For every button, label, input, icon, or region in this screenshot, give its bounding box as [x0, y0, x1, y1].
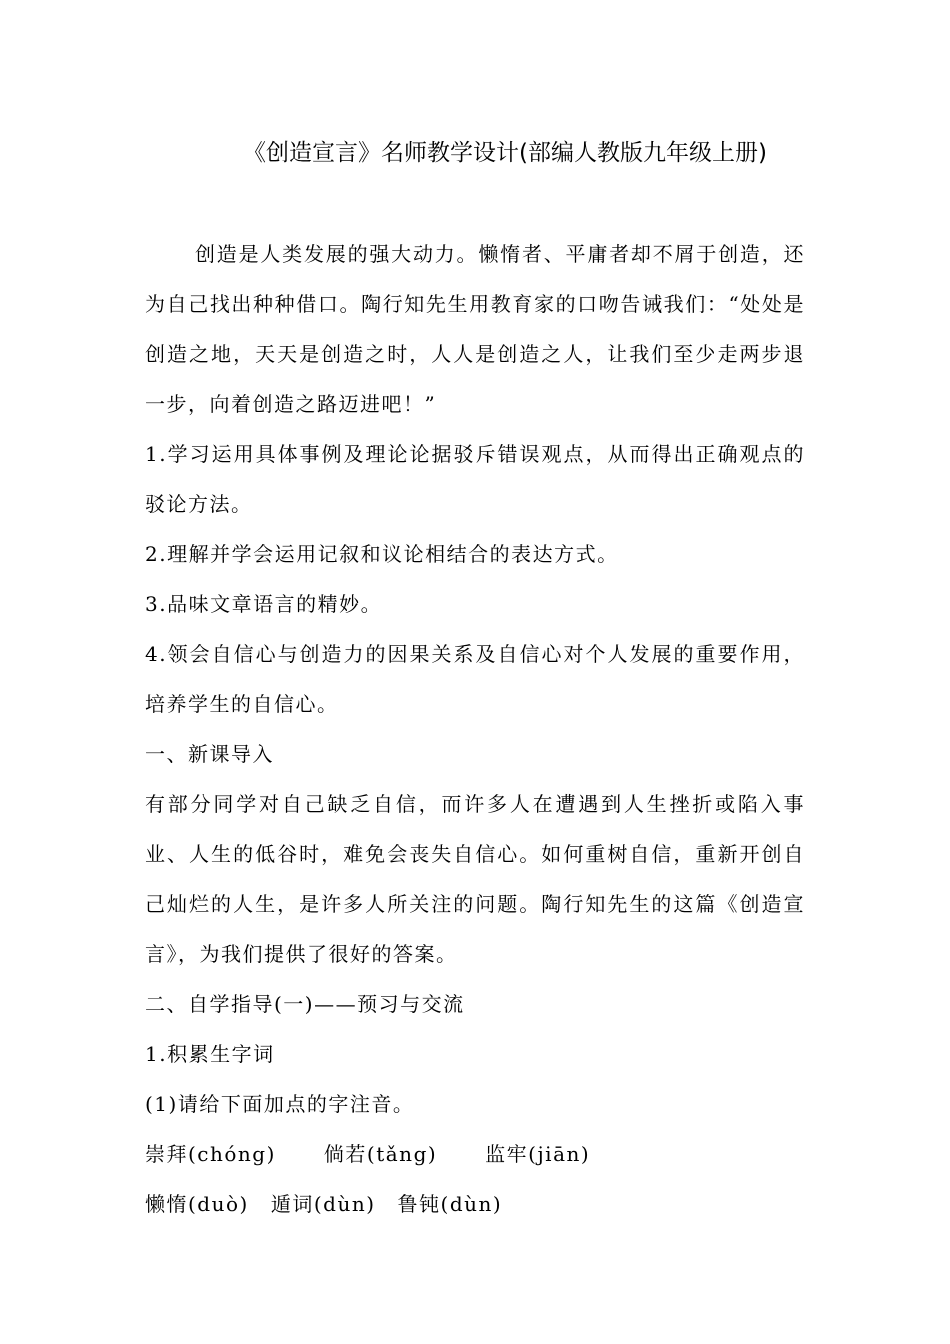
pinyin-word: 崇拜(chóng)	[145, 1142, 276, 1166]
goal-item: 4.领会自信心与创造力的因果关系及自信心对个人发展的重要作用，培养学生的自信心。	[145, 642, 805, 716]
goal-item: 1.学习运用具体事例及理论论据驳斥错误观点，从而得出正确观点的驳论方法。	[145, 442, 805, 516]
intro-paragraph: 创造是人类发展的强大动力。懒惰者、平庸者却不屑于创造，还为自己找出种种借口。陶行知先生用教育家的口吻告诫我们：“处处是创造之地，天天是创造之时，人人是创造之人，让我们至少走两步退一步，向着创造之路迈进吧！”	[145, 242, 805, 416]
pinyin-word: 懒惰(duò)	[145, 1192, 249, 1216]
section-heading-self-study: 二、自学指导(一)——预习与交流	[145, 992, 465, 1016]
section-heading-intro: 一、新课导入	[145, 742, 274, 766]
pinyin-word: 倘若(tǎng)	[323, 1142, 438, 1166]
section-intro-text: 有部分同学对自己缺乏自信，而许多人在遭遇到人生挫折或陷入事业、人生的低谷时，难免会丧失自信心。如何重树自信，重新开创自己灿烂的人生，是许多人所关注的问题。陶行知先生的这篇《创造宣言》，为我们提供了很好的答案。	[145, 792, 805, 966]
goal-item: 3.品味文章语言的精妙。	[145, 592, 383, 616]
goal-item: 2.理解并学会运用记叙和议论相结合的表达方式。	[145, 542, 619, 566]
pinyin-row	[145, 1129, 805, 1179]
pinyin-word: 鲁钝(dùn)	[397, 1192, 503, 1216]
pinyin-word: 遁词(dùn)	[270, 1192, 376, 1216]
pinyin-row	[145, 1179, 805, 1229]
document-body	[145, 229, 805, 1229]
document-title: 《创造宣言》名师教学设计(部编人教版九年级上册)	[243, 140, 767, 166]
pinyin-word: 监牢(jiān)	[485, 1142, 591, 1166]
item-heading-vocabulary: 1.积累生字词	[145, 1042, 275, 1066]
item-instruction: (1)请给下面加点的字注音。	[145, 1092, 415, 1116]
